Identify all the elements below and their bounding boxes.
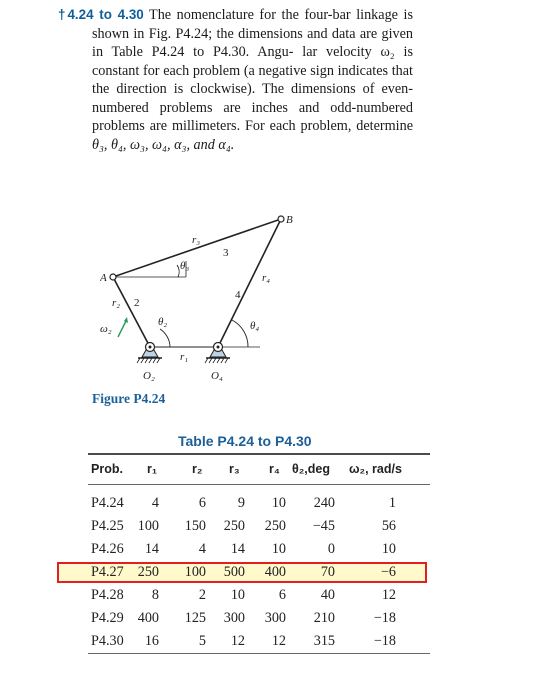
header-prob: Prob. (91, 462, 123, 476)
header-r4: r₄ (269, 462, 280, 476)
label-omega2: ω₂ (100, 323, 112, 335)
cell-r1: 14 (144, 541, 159, 557)
cell-r3: 500 (223, 564, 245, 580)
label-b: B (286, 214, 293, 226)
cell-r3: 9 (237, 495, 245, 511)
cell-omega2: 1 (388, 495, 396, 511)
cell-prob: P4.27 (91, 564, 124, 580)
problem-line: (a negative sign indicates that the direction is (92, 62, 413, 97)
cell-omega2: 56 (381, 518, 396, 534)
label-theta2: θ₂ (158, 316, 168, 328)
link-r3 (113, 219, 281, 277)
ground-pivot-o4 (205, 343, 230, 364)
problem-paragraph (58, 6, 413, 154)
cell-r1: 400 (137, 610, 159, 626)
theta4-arc (232, 320, 248, 347)
four-bar-linkage-figure (100, 205, 320, 385)
cell-r1: 4 (151, 495, 159, 511)
problem-line: clockwise). The dimensions of even-numbered (92, 81, 413, 116)
cell-prob: P4.28 (91, 587, 124, 603)
header-r3: r₃ (229, 462, 240, 476)
cell-r4: 10 (271, 495, 286, 511)
theta3-arc (177, 265, 179, 277)
cell-theta2: 210 (313, 610, 335, 626)
label-link-4: 4 (235, 289, 241, 301)
cell-r2: 100 (184, 564, 206, 580)
problem-line: lar velocity ω₂ is constant for each problem (92, 44, 413, 79)
cell-r1: 100 (137, 518, 159, 534)
label-r3: r₃ (192, 234, 201, 246)
cell-r3: 250 (223, 518, 245, 534)
cell-r4: 400 (264, 564, 286, 580)
header-r1: r₁ (147, 462, 158, 476)
cell-prob: P4.24 (91, 495, 124, 511)
table-header-rule (88, 484, 430, 485)
problem-line: data are given in Table P4.24 to P4.30. Angu- (92, 25, 414, 60)
cell-r4: 12 (271, 633, 286, 649)
cell-theta2: −45 (312, 518, 335, 534)
theta2-arc (160, 329, 170, 347)
problem-line: θ₃, θ₄, ω₃, ω₄, α₃, and α₄. (92, 136, 235, 153)
label-link-3: 3 (223, 247, 229, 259)
cell-theta2: 70 (320, 564, 335, 580)
cell-omega2: −18 (373, 610, 396, 626)
cell-r2: 150 (184, 518, 206, 534)
cell-r2: 4 (198, 541, 206, 557)
cell-r3: 300 (223, 610, 245, 626)
header-theta2: θ₂,deg (292, 462, 331, 476)
omega2-arrow (118, 321, 126, 337)
ground-pivot-o2 (137, 343, 162, 364)
cell-omega2: −18 (373, 633, 396, 649)
cell-theta2: 315 (313, 633, 335, 649)
cell-prob: P4.29 (91, 610, 124, 626)
label-r4: r₄ (262, 272, 271, 284)
table-bottom-rule (88, 653, 430, 654)
label-o4: O₄ (211, 370, 223, 382)
cell-r1: 250 (137, 564, 159, 580)
label-r2: r₂ (112, 297, 121, 309)
cell-r4: 6 (278, 587, 286, 603)
label-theta4: θ₄ (250, 320, 260, 332)
label-a: A (100, 272, 107, 284)
cell-theta2: 240 (313, 495, 335, 511)
cell-theta2: 40 (320, 587, 335, 603)
joint-a (110, 274, 116, 280)
cell-r2: 6 (198, 495, 206, 511)
cell-prob: P4.25 (91, 518, 124, 534)
label-o2: O₂ (143, 370, 155, 382)
cell-r2: 125 (184, 610, 206, 626)
cell-r1: 16 (144, 633, 159, 649)
cell-r3: 10 (230, 587, 245, 603)
cell-r4: 10 (271, 541, 286, 557)
figure-caption: Figure P4.24 (92, 391, 166, 406)
cell-r3: 14 (230, 541, 245, 557)
cell-prob: P4.30 (91, 633, 124, 649)
problem-line: problems are inches and odd-numbered problems (92, 99, 413, 134)
cell-r4: 300 (264, 610, 286, 626)
cell-omega2: −6 (380, 564, 396, 580)
header-omega2: ω₂, rad/s (349, 462, 402, 476)
cell-r3: 12 (230, 633, 245, 649)
table-title: Table P4.24 to P4.30 (178, 433, 312, 449)
joint-b (278, 216, 284, 222)
label-link-2: 2 (134, 297, 140, 309)
table-top-rule (88, 453, 430, 455)
cell-r4: 250 (264, 518, 286, 534)
cell-prob: P4.26 (91, 541, 124, 557)
cell-r2: 2 (198, 587, 206, 603)
problem-line: is shown in Fig. P4.24; the dimensions and (92, 7, 414, 42)
label-theta3: θ₃ (180, 260, 190, 272)
problem-statement (58, 6, 413, 154)
label-r1: r₁ (180, 351, 189, 363)
problem-line: are millimeters. For each problem, determine (149, 118, 414, 134)
cell-theta2: 0 (327, 541, 335, 557)
cell-omega2: 10 (381, 541, 396, 557)
problem-line: The nomenclature for the four-bar linkage (149, 7, 398, 23)
cell-omega2: 12 (381, 587, 396, 603)
header-r2: r₂ (192, 462, 203, 476)
cell-r2: 5 (198, 633, 206, 649)
cell-r1: 8 (151, 587, 159, 603)
problem-number: †4.24 to 4.30 (58, 7, 144, 22)
